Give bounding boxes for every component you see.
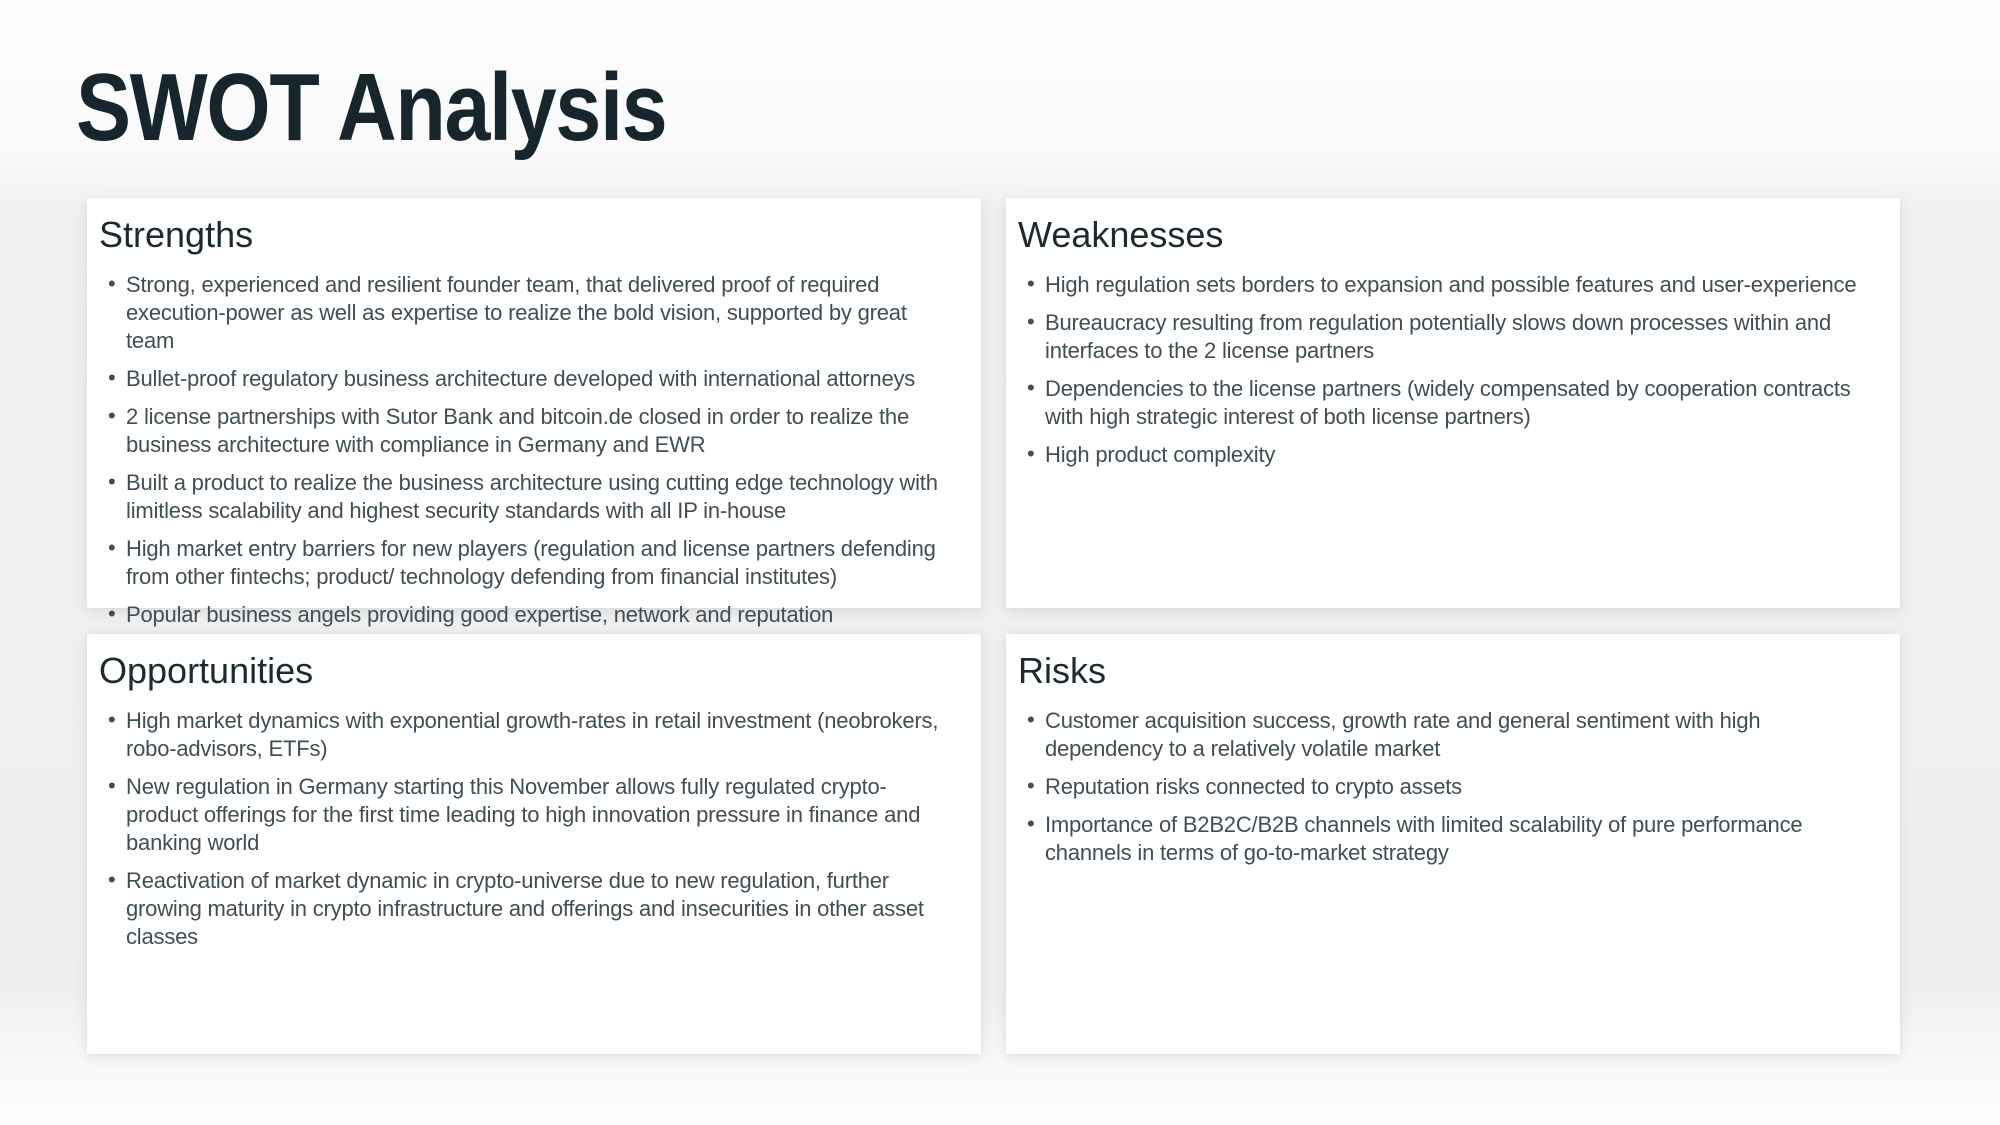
- strengths-panel: [87, 198, 981, 627]
- page-title: SWOT Analysis: [76, 54, 667, 161]
- bullet-item: • Importance of B2B2C/B2B channels with limited scalability of pure performance channels in terms of go-to-market strategy: [1018, 811, 1874, 867]
- bullet-item: • Reputation risks connected to crypto assets: [1018, 773, 1874, 801]
- bullet-item: • High regulation sets borders to expansion and possible features and user-experience: [1018, 271, 1874, 299]
- bullet-item: • New regulation in Germany starting this November allows fully regulated crypto-product offerings for the first time leading to high innovation pressure in finance and banking world: [99, 773, 955, 857]
- bullet-item: • Dependencies to the license partners (widely compensated by cooperation contracts with high strategic interest of both license partners): [1018, 375, 1874, 431]
- bullet-item: • High market entry barriers for new players (regulation and license partners defending from other fintechs; product/ technology defending from financial institutes): [99, 535, 955, 591]
- opportunities-title: Opportunities: [99, 650, 314, 691]
- bullet-item: • Bullet-proof regulatory business architecture developed with international attorneys: [99, 365, 955, 393]
- bullet-item: • Reactivation of market dynamic in crypto-universe due to new regulation, further growing maturity in crypto infrastructure and offerings and insecurities in other asset classes: [99, 867, 955, 951]
- risks-panel: [1006, 634, 1900, 1054]
- weaknesses-list: [1018, 271, 1874, 469]
- bullet-item: • Customer acquisition success, growth rate and general sentiment with high dependency to a relatively volatile market: [1018, 707, 1874, 763]
- strengths-list: [99, 271, 955, 629]
- opportunities-list: [99, 707, 955, 951]
- opportunities-panel: [87, 634, 981, 1054]
- weaknesses-title: Weaknesses: [1018, 214, 1224, 255]
- bullet-item: • 2 license partnerships with Sutor Bank and bitcoin.de closed in order to realize the business architecture with compliance in Germany and EWR: [99, 403, 955, 459]
- swot-grid: [87, 198, 1900, 1054]
- weaknesses-panel: [1006, 198, 1900, 608]
- bullet-item: • Strong, experienced and resilient founder team, that delivered proof of required execution-power as well as expertise to realize the bold vision, supported by great team: [99, 271, 955, 355]
- bullet-item: • High market dynamics with exponential growth-rates in retail investment (neobrokers, robo-advisors, ETFs): [99, 707, 955, 763]
- bullet-item: • High product complexity: [1018, 441, 1874, 469]
- risks-list: [1018, 707, 1874, 867]
- bullet-item: • Popular business angels providing good expertise, network and reputation: [99, 601, 955, 629]
- bullet-item: • Bureaucracy resulting from regulation potentially slows down processes within and interfaces to the 2 license partners: [1018, 309, 1874, 365]
- risks-title: Risks: [1018, 650, 1106, 691]
- bullet-item: • Built a product to realize the business architecture using cutting edge technology with limitless scalability and highest security standards with all IP in-house: [99, 469, 955, 525]
- strengths-title: Strengths: [99, 214, 254, 255]
